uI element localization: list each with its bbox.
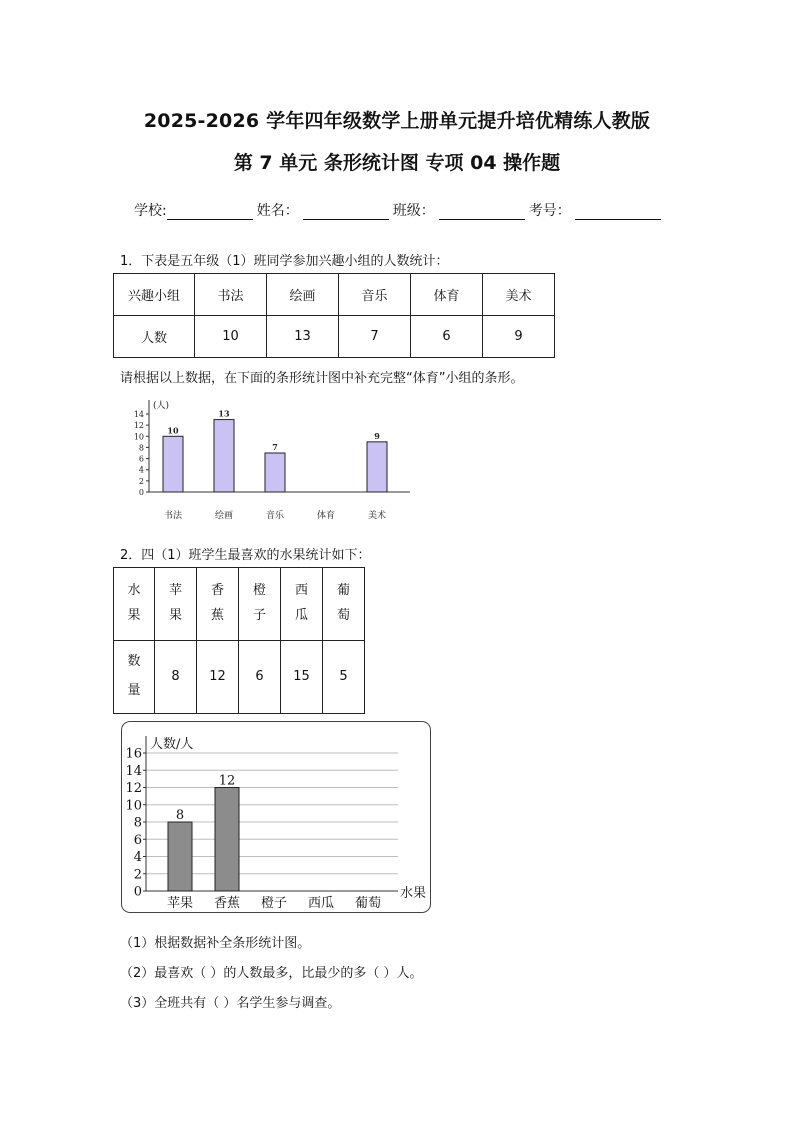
x-axis-label: 水果 (400, 886, 427, 901)
page-title: 2025-2026 学年四年级数学上册单元提升培优精练人教版 (143, 110, 651, 132)
bar (367, 442, 387, 492)
bar-value-label: 12 (218, 773, 236, 789)
q1-cell: 6 (411, 316, 483, 358)
x-tick-label: 西瓜 (307, 896, 335, 911)
q1-cell: 美术 (483, 274, 555, 316)
q2-prompt: 2．四（1）班学生最喜欢的水果统计如下： (120, 548, 371, 563)
q2-cell: 水 果 (114, 568, 155, 641)
x-tick-label: 葡萄 (354, 896, 382, 911)
exam-blank[interactable] (575, 203, 661, 220)
q1-cell: 7 (339, 316, 411, 358)
name-label: 姓名： (256, 203, 299, 219)
y-tick-label: 4 (138, 465, 144, 475)
q1-cell: 9 (483, 316, 555, 358)
q1-cell: 音乐 (339, 274, 411, 316)
q2-table (113, 567, 365, 714)
q2-cell: 苹 果 (155, 568, 197, 641)
bar (168, 822, 192, 891)
exam-label: 考号： (528, 203, 571, 219)
y-tick-label: 0 (133, 884, 142, 900)
y-tick-label: 8 (138, 443, 144, 453)
bar-value-label: 13 (218, 408, 230, 419)
x-tick-label: 绘画 (214, 511, 234, 521)
q2-cell: 橙 子 (239, 568, 281, 641)
y-tick-label: 2 (133, 867, 142, 883)
q2-table-header-row (114, 568, 365, 641)
q1-table-data-row (114, 316, 555, 358)
q1-cell: 书法 (195, 274, 267, 316)
q2-subquestion-1: （1）根据数据补全条形统计图。 (120, 936, 311, 951)
bar (214, 420, 234, 492)
bar (215, 788, 239, 892)
q2-subquestion-2: （2）最喜欢（ ）的人数最多，比最少的多（ ）人。 (120, 966, 423, 981)
y-tick-label: 10 (133, 432, 144, 442)
q2-cell: 葡 萄 (323, 568, 365, 641)
q2-cell: 12 (197, 641, 239, 714)
x-tick-label: 体育 (316, 511, 336, 521)
y-tick-label: 2 (138, 476, 144, 486)
q1-instruction: 请根据以上数据，在下面的条形统计图中补充完整“体育”小组的条形。 (120, 371, 524, 386)
q2-table-data-row (114, 641, 365, 714)
q1-cell: 体育 (411, 274, 483, 316)
q2-bar-chart (122, 722, 429, 911)
q1-cell: 10 (195, 316, 267, 358)
q2-subquestion-3: （3）全班共有（ ）名学生参与调查。 (120, 996, 341, 1011)
y-tick-label: 14 (133, 410, 144, 419)
y-tick-label: 8 (133, 815, 142, 831)
y-axis-label: (人) (153, 401, 170, 411)
x-tick-label: 苹果 (166, 896, 194, 911)
q1-cell: 人数 (114, 316, 195, 358)
bar (163, 436, 183, 492)
bar-value-label: 7 (272, 442, 278, 452)
q1-cell: 绘画 (267, 274, 339, 316)
y-tick-label: 12 (133, 421, 144, 431)
bar (265, 453, 285, 492)
bar-value-label: 9 (374, 430, 380, 441)
q1-bar-chart (125, 396, 425, 526)
q2-cell: 15 (281, 641, 323, 714)
y-tick-label: 12 (125, 781, 142, 796)
x-tick-label: 香蕉 (213, 896, 241, 911)
q2-chart-frame (121, 721, 431, 913)
name-blank[interactable] (303, 203, 389, 220)
q1-table-header-row (114, 274, 555, 316)
y-tick-label: 14 (125, 763, 142, 779)
y-tick-label: 4 (133, 850, 142, 865)
q1-cell: 13 (267, 316, 339, 358)
school-blank[interactable] (167, 203, 253, 220)
q2-cell: 5 (323, 641, 365, 714)
bar-value-label: 8 (175, 808, 185, 823)
y-axis-label: 人数/人 (150, 737, 194, 752)
class-blank[interactable] (439, 203, 525, 220)
y-tick-label: 6 (133, 832, 142, 848)
student-info-row (134, 200, 665, 220)
x-tick-label: 美术 (367, 511, 387, 521)
school-label: 学校: (134, 203, 167, 219)
x-tick-label: 音乐 (265, 511, 285, 521)
class-label: 班级： (392, 203, 435, 219)
q2-cell: 8 (155, 641, 197, 714)
bar-value-label: 10 (167, 425, 179, 436)
q1-table (113, 273, 555, 358)
x-tick-label: 书法 (163, 511, 183, 521)
page-subtitle: 第 7 单元 条形统计图 专项 04 操作题 (233, 152, 561, 174)
x-tick-label: 橙子 (260, 896, 288, 911)
q2-cell: 西 瓜 (281, 568, 323, 641)
y-tick-label: 6 (138, 454, 144, 464)
q1-cell: 兴趣小组 (114, 274, 195, 316)
y-tick-label: 10 (125, 798, 142, 814)
q2-cell: 6 (239, 641, 281, 714)
y-tick-label: 16 (125, 746, 142, 762)
q2-cell: 数 量 (114, 641, 155, 714)
q1-prompt: 1．下表是五年级（1）班同学参加兴趣小组的人数统计： (120, 254, 449, 269)
q2-cell: 香 蕉 (197, 568, 239, 641)
y-tick-label: 0 (138, 488, 144, 497)
